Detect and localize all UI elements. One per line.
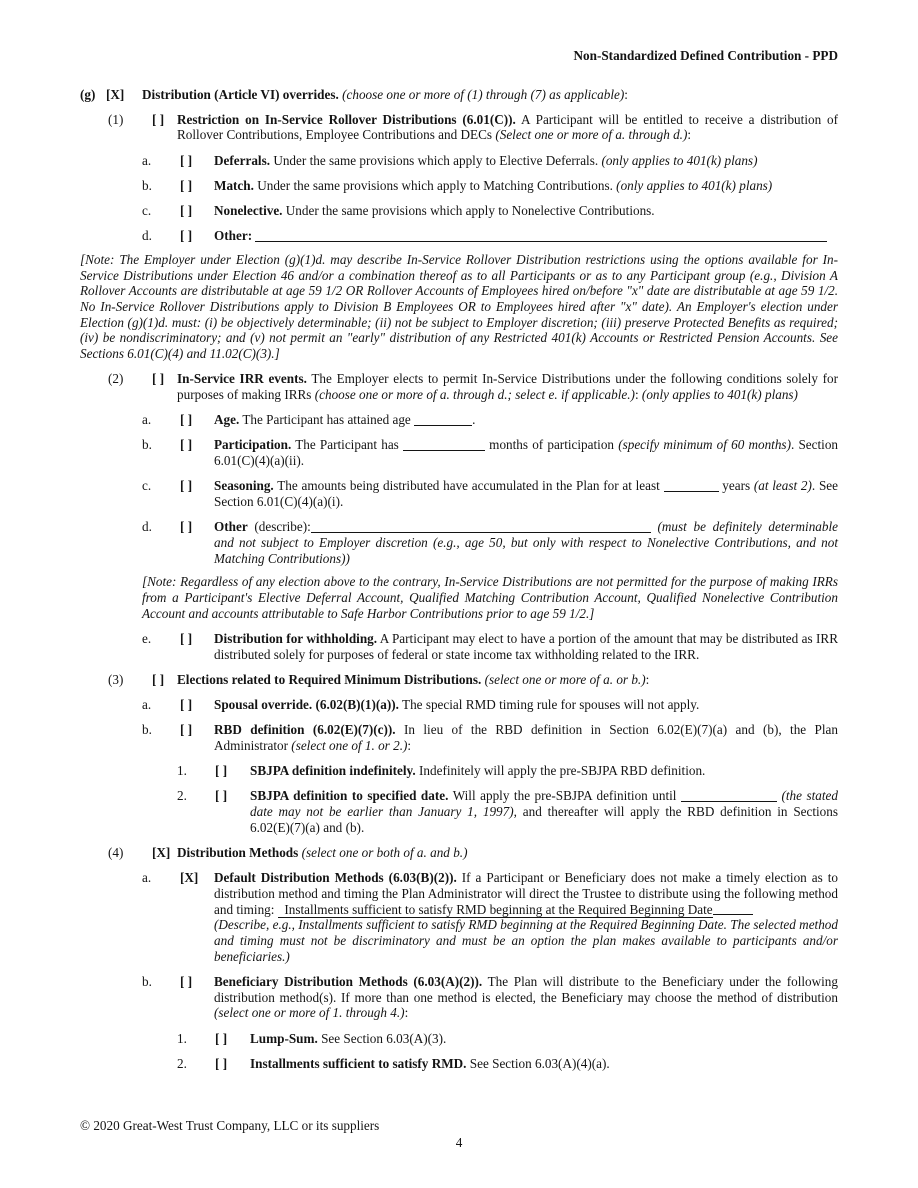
- item-text: [250, 788, 838, 835]
- checkbox-unchecked[interactable]: [ ]: [180, 519, 193, 535]
- text-run: RBD definition (6.02(E)(7)(c)).: [214, 722, 396, 738]
- text-run: (only applies to 401(k) plans): [641, 387, 798, 403]
- item-marker: d.: [142, 228, 152, 244]
- item-marker: a.: [142, 870, 152, 886]
- text-run: (select one or more of 1. through 4.): [214, 1005, 405, 1021]
- text-run: The special RMD timing rule for spouses will not apply.: [398, 697, 700, 713]
- item-g3: [0, 672, 918, 688]
- checkbox-unchecked[interactable]: [ ]: [215, 788, 228, 804]
- item-g1c: [0, 203, 918, 219]
- text-run: A Participant will be entitled to receive a distribution of Rollover Contributions, Employee Contributions and DECs: [177, 111, 838, 143]
- item-text: [214, 178, 838, 194]
- text-run: months of participation: [485, 437, 619, 453]
- page-number: 4: [455, 1135, 463, 1150]
- text-run: (at least 2): [753, 478, 812, 494]
- blank-fill-line[interactable]: [681, 789, 777, 802]
- text-run: Match.: [214, 177, 254, 193]
- checkbox-unchecked[interactable]: [ ]: [180, 437, 193, 453]
- text-run: Spousal override. (6.02(B)(1)(a)).: [214, 697, 399, 713]
- text-run: Other: [214, 519, 248, 535]
- text-run: (choose one or more of (1) through (7) as applicable): [342, 86, 625, 102]
- item-marker: (4): [108, 845, 124, 861]
- checkbox-checked[interactable]: [X]: [106, 86, 125, 102]
- document-content: [0, 77, 918, 1071]
- item-text: [214, 412, 838, 428]
- item-text: [177, 112, 838, 143]
- checkbox-unchecked[interactable]: [ ]: [180, 177, 193, 193]
- checkbox-checked[interactable]: [X]: [152, 845, 171, 861]
- item-text: [214, 153, 838, 169]
- text-run: .: [472, 412, 476, 428]
- blank-fill-line[interactable]: [255, 229, 827, 242]
- text-run: (Describe, e.g., Installments sufficient to satisfy RMD beginning at the Required Beginning Date. The selected method and timing must not be discriminatory and must be an option the plan makes available to participants and/or beneficiaries.): [214, 917, 838, 964]
- text-run: Beneficiary Distribution Methods (6.03(A)(2)).: [214, 973, 483, 989]
- item-marker: b.: [142, 437, 152, 453]
- item-text: [214, 631, 838, 662]
- text-run: (Select one or more of a. through d.): [495, 127, 688, 143]
- text-run: :: [407, 738, 412, 753]
- item-marker: c.: [142, 203, 152, 219]
- text-run: (must be definitely determinable and not subject to Employer discretion (e.g., age 50, but only with respect to Nonelective Contributions, and not Matching Contributions)): [214, 519, 839, 566]
- item-text: [214, 478, 838, 509]
- item-marker: b.: [142, 722, 152, 738]
- text-run: , and thereafter will apply the RBD definition in Sections 6.02(E)(7)(a) and (b).: [250, 804, 839, 835]
- item-text: [177, 672, 838, 688]
- item-g2c: [0, 478, 918, 509]
- item-g2e: [0, 631, 918, 662]
- checkbox-unchecked[interactable]: [ ]: [215, 1055, 228, 1071]
- item-text: [214, 697, 838, 713]
- item-g3b2: [0, 788, 918, 835]
- text-run: Installments sufficient to satisfy RMD.: [250, 1055, 467, 1071]
- item-g4b1: [0, 1031, 918, 1047]
- text-run: [Note: Regardless of any election above to the contrary, In-Service Distributions are not permitted for the purpose of making IRRs from a Participant's Elective Deferral Account, Qualified Matching Contribution Account, Qualified Nonelective Contribution Account and accounts attributable to Safe Harbor Contributions prior to age 59 1/2.]: [142, 574, 838, 621]
- checkbox-unchecked[interactable]: [ ]: [152, 371, 165, 387]
- item-g2a: [0, 412, 918, 428]
- item-text: [214, 974, 838, 1021]
- item-g4b2: [0, 1056, 918, 1072]
- text-run: Participation.: [214, 437, 292, 453]
- text-run: (the stated date may not be earlier than January 1, 1997): [250, 788, 839, 820]
- text-run: . Section 6.01(C)(4)(a)(ii).: [214, 437, 839, 469]
- text-run: The Participant has attained age: [239, 412, 415, 428]
- item-marker: e.: [142, 630, 152, 646]
- text-run: :: [645, 671, 650, 687]
- text-run: SBJPA definition indefinitely.: [250, 763, 416, 779]
- checkbox-unchecked[interactable]: [ ]: [215, 1030, 228, 1046]
- text-run: (describe):: [247, 519, 311, 535]
- item-marker: b.: [142, 973, 152, 989]
- text-run: Indefinitely will apply the pre-SBJPA RBD definition.: [415, 763, 706, 779]
- text-run: Other:: [214, 228, 256, 244]
- text-run: :: [624, 86, 628, 102]
- checkbox-unchecked[interactable]: [ ]: [180, 722, 193, 738]
- text-run: (select one or both of a. and b.): [301, 845, 468, 861]
- checkbox-unchecked[interactable]: [ ]: [180, 412, 193, 428]
- checkbox-unchecked[interactable]: [ ]: [180, 228, 193, 244]
- item-marker: b.: [142, 177, 152, 193]
- item-marker: (3): [108, 671, 124, 687]
- item-g4a-describe: [214, 917, 838, 964]
- text-run: The Plan will distribute to the Beneficiary under the following distribution method(s). If more than one method is elected, the Beneficiary may choose the method of distribution: [214, 973, 838, 1005]
- blank-fill-line[interactable]: [403, 438, 485, 451]
- item-g2: [0, 371, 918, 402]
- text-run: See Section 6.03(A)(4)(a).: [466, 1055, 610, 1071]
- text-run: Distribution Methods: [177, 845, 302, 861]
- checkbox-unchecked[interactable]: [ ]: [215, 763, 228, 779]
- item-g4a: [0, 870, 918, 917]
- item-text: [214, 203, 838, 219]
- item-text: [214, 870, 838, 917]
- item-text: [250, 1031, 838, 1047]
- text-run: If a Participant or Beneficiary does not make a timely election as to distribution method and timing the Plan Administrator will direct the Trustee to distribute using the following method and timing:: [214, 870, 838, 917]
- text-run: Nonelective.: [214, 203, 283, 219]
- text-run: [Note: The Employer under Election (g)(1)d. may describe In-Service Rollover Distribution restrictions using the options available for In-Service Distributions under Election 46 and/or a combination thereof as to all Participants or as to any Participant group (e.g., Division A Rollover Accounts are distributable at age 59 1/2 OR Rollover Accounts of Employees hired on/before "x" date are distributable at age 59 1/2. No In-Service Rollover Distributions apply to Division B Employees OR to Employees hired after "x" date). An Employer's election under Election (g)(1)d. must: (i) be objectively determinable; (ii) not be subject to Employer discretion; (iii) preserve Protected Benefits as required; (iv) be nondiscriminatory; and (v) not permit an "early" distribution of any Restricted 401(k) Accounts or Restricted Pension Accounts. See Sections 6.01(C)(4) and 11.02(C)(3).]: [80, 251, 838, 362]
- text-run: years: [718, 478, 754, 494]
- item-marker: d.: [142, 519, 152, 535]
- item-text: [214, 437, 838, 468]
- text-run: (choose one or more of a. through d.; select e. if applicable.): [314, 387, 635, 403]
- item-marker: (2): [108, 371, 124, 387]
- item-marker: 2.: [177, 788, 187, 804]
- item-g2d: [0, 519, 918, 566]
- item-g3b: [0, 722, 918, 753]
- item-g1b: [0, 178, 918, 194]
- item-marker: 2.: [177, 1055, 187, 1071]
- item-g3a: [0, 697, 918, 713]
- text-run: In-Service IRR events.: [177, 371, 307, 387]
- text-run: SBJPA definition to specified date.: [250, 788, 449, 804]
- checkbox-unchecked[interactable]: [ ]: [180, 152, 193, 168]
- item-g4b: [0, 974, 918, 1021]
- text-run: A Participant may elect to have a portion of the amount that may be distributed as IRR distributed solely for purposes of federal or state income tax withholding related to the IRR.: [214, 630, 838, 662]
- text-run: Distribution for withholding.: [214, 630, 378, 646]
- item-g: [0, 87, 918, 103]
- document-header-title: Non-Standardized Defined Contribution - PPD: [573, 48, 838, 63]
- item-text: [250, 763, 838, 779]
- note-rollover-restrictions: [80, 252, 838, 362]
- item-g1a: [0, 153, 918, 169]
- blank-fill-line[interactable]: [311, 520, 651, 533]
- item-g4: [0, 845, 918, 861]
- text-run: The Employer elects to permit In-Service Distributions under the following conditions solely for purposes of making IRRs: [177, 371, 838, 403]
- text-run: Restriction on In-Service Rollover Distributions (6.01(C)).: [177, 111, 516, 127]
- item-g2b: [0, 437, 918, 468]
- text-run: (specify minimum of 60 months): [618, 437, 791, 453]
- text-run: (select one of 1. or 2.): [291, 738, 408, 753]
- text-run: Under the same provisions which apply to Matching Contributions.: [253, 177, 617, 193]
- filled-field-value[interactable]: Installments sufficient to satisfy RMD beginning at the Required Beginning Date: [277, 901, 713, 917]
- item-g1d: [0, 228, 918, 244]
- checkbox-unchecked[interactable]: [ ]: [180, 973, 193, 989]
- text-run: [651, 519, 658, 534]
- item-text: [214, 519, 838, 566]
- checkbox-unchecked[interactable]: [ ]: [180, 478, 193, 494]
- text-run: Deferrals.: [214, 152, 271, 168]
- item-text: [250, 1056, 838, 1072]
- footer-copyright: © 2020 Great-West Trust Company, LLC or its suppliers: [80, 1118, 380, 1133]
- item-marker: (g): [80, 86, 96, 102]
- text-run: (select one or more of a. or b.): [484, 671, 646, 687]
- checkbox-unchecked[interactable]: [ ]: [152, 111, 165, 127]
- item-text: [177, 371, 838, 402]
- text-run: . See Section 6.01(C)(4)(a)(i).: [214, 478, 839, 510]
- text-run: Under the same provisions which apply to Nonelective Contributions.: [282, 203, 655, 219]
- item-text: [214, 228, 838, 244]
- text-run: The Participant has: [291, 437, 403, 453]
- text-run: :: [687, 127, 692, 143]
- item-text: [177, 845, 838, 861]
- item-marker: c.: [142, 478, 152, 494]
- item-marker: 1.: [177, 1030, 187, 1046]
- text-run: Default Distribution Methods (6.03(B)(2)).: [214, 870, 457, 886]
- blank-fill-line[interactable]: [713, 902, 753, 915]
- text-run: Will apply the pre-SBJPA definition until: [448, 788, 681, 804]
- text-run: Elections related to Required Minimum Distributions.: [177, 671, 485, 687]
- checkbox-unchecked[interactable]: [ ]: [180, 697, 193, 713]
- blank-fill-line[interactable]: [414, 413, 472, 426]
- text-run: :: [634, 387, 642, 403]
- item-marker: (1): [108, 111, 124, 127]
- text-run: :: [404, 1005, 409, 1021]
- checkbox-checked[interactable]: [X]: [180, 870, 199, 886]
- text-run: The amounts being distributed have accumulated in the Plan for at least: [273, 478, 664, 494]
- item-marker: a.: [142, 152, 152, 168]
- text-run: (only applies to 401(k) plans): [601, 152, 758, 168]
- item-text: [142, 87, 838, 103]
- text-run: (only applies to 401(k) plans): [616, 177, 773, 193]
- text-run: Distribution (Article VI) overrides.: [142, 86, 343, 102]
- item-marker: 1.: [177, 763, 187, 779]
- text-run: Seasoning.: [214, 478, 274, 494]
- item-g1: [0, 112, 918, 143]
- text-run: See Section 6.03(A)(3).: [317, 1030, 447, 1046]
- note-irr-restrictions: [142, 574, 838, 621]
- item-marker: a.: [142, 412, 152, 428]
- text-run: In lieu of the RBD definition in Section 6.02(E)(7)(a) and (b), the Plan Administrator: [214, 722, 838, 753]
- text-run: Lump-Sum.: [250, 1030, 318, 1046]
- blank-fill-line[interactable]: [664, 479, 719, 492]
- text-run: Age.: [214, 412, 240, 428]
- item-marker: a.: [142, 697, 152, 713]
- item-text: [214, 722, 838, 753]
- checkbox-unchecked[interactable]: [ ]: [180, 203, 193, 219]
- checkbox-unchecked[interactable]: [ ]: [152, 671, 165, 687]
- item-g3b1: [0, 763, 918, 779]
- checkbox-unchecked[interactable]: [ ]: [180, 630, 193, 646]
- text-run: Under the same provisions which apply to Elective Deferrals.: [270, 152, 602, 168]
